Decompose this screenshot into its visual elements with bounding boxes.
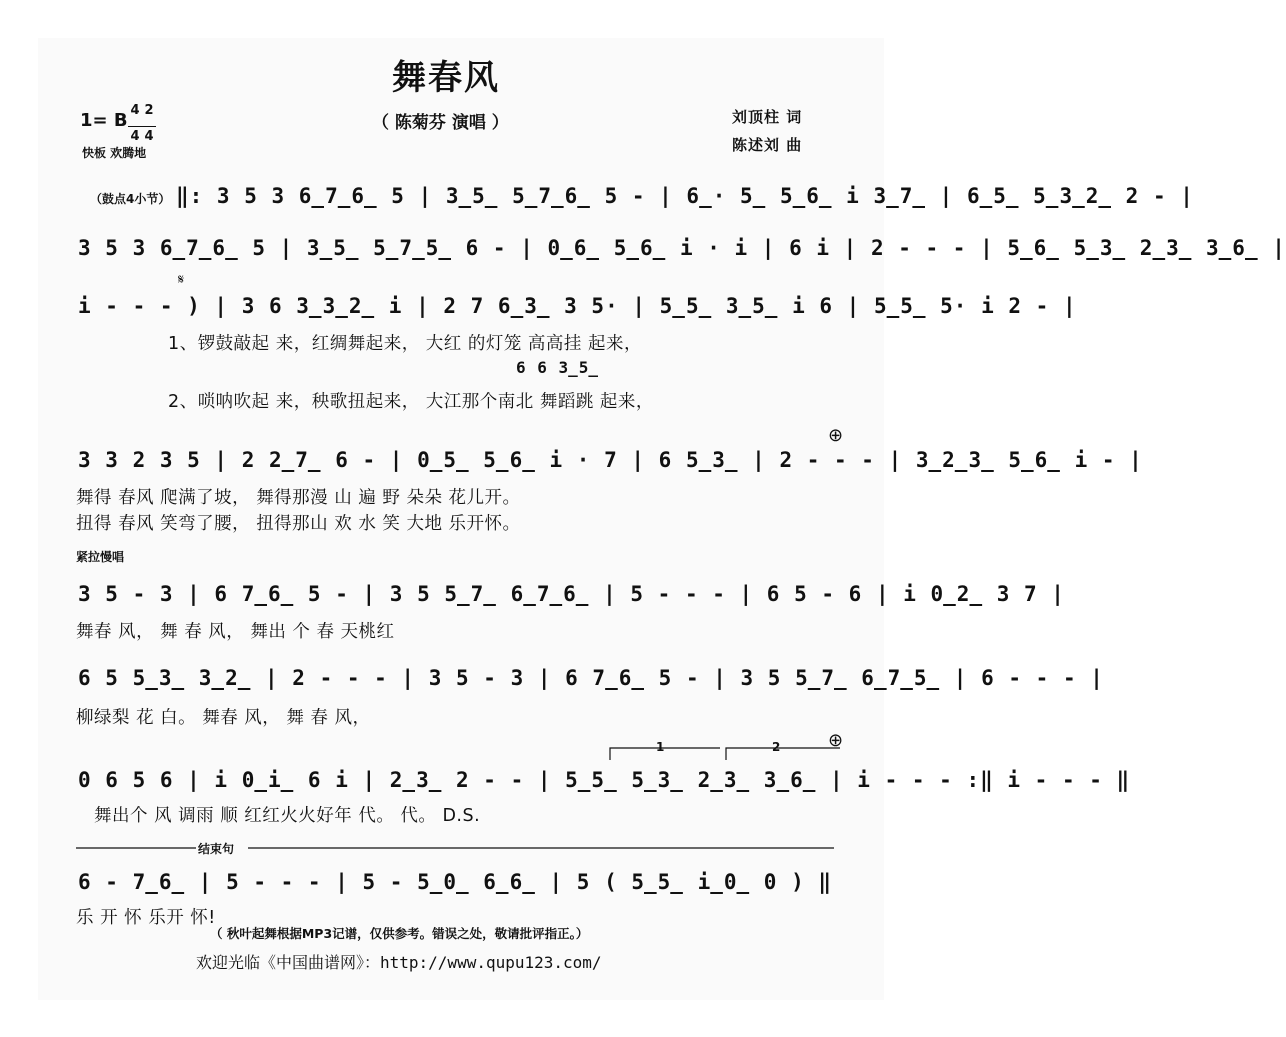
music-line-6: 6 5 5̲3̲ 3̲2̲ | 2 - - - | 3 5 - 3 | 6 7̲6̲ 5 - | 3 5 5̲7̲ 6̲7̲5̲ | 6 - - - | <box>78 666 1104 690</box>
music-line-3: i - - - ) | 3 6 3̲3̲2̲ i | 2 7 6̲3̲ 3 5· | 5̲5̲ 3̲5̲ i 6 | 5̲5̲ 5· i 2 - | <box>78 294 1077 318</box>
music-line-2: 3 5 3 6̲7̲6̲ 5 | 3̲5̲ 5̲7̲5̲ 6 - | 0̲6̲ 5̲6̲ i · i | 6 i | 2 - - - | 5̲6̲ 5̲3̲ 2̲3̲ 3̲6̲ | <box>78 236 1286 260</box>
lyrics-verse-1: 1、锣鼓敲起 来，红绸舞起来， 大红 的灯笼 高高挂 起来， <box>168 334 642 354</box>
coda-icon-2: ⊕ <box>828 730 844 751</box>
music-line-5: 3 5 - 3 | 6 7̲6̲ 5 - | 3 5 5̲7̲ 6̲7̲6̲ | 5 - - - | 6 5 - 6 | i 0̲2̲ 3 7 | <box>78 582 1065 606</box>
lyricist-credit: 刘顶柱 词 <box>732 108 803 126</box>
music-line-8: 6 - 7̲6̲ | 5 - - - | 5 - 5̲0̲ 6̲6̲ | 5 ( 5̲5̲ i̲0̲ 0 ) ‖ <box>78 870 833 894</box>
lyrics-line-6: 柳绿梨 花 白。 舞春 风， 舞 春 风， <box>76 708 371 728</box>
lyrics-line-4b: 扭得 春风 笑弯了腰， 扭得那山 欢 水 笑 大地 乐开怀。 <box>76 514 521 534</box>
volta-1-bracket <box>610 748 720 760</box>
music-line-7: 0 6 5 6 | i 0̲i̲ 6 i | 2̲3̲ 2 - - | 5̲5̲ 5̲3̲ 2̲3̲ 3̲6̲ | i - - - :‖ i - - - ‖ <box>78 768 1131 792</box>
alt-notes: 6 6 3̲5̲ <box>516 358 600 377</box>
tempo-marking: 快板 欢腾地 <box>82 146 147 160</box>
intro-label: （鼓点4小节） <box>90 192 171 206</box>
volta-1-label: 1 <box>656 740 665 754</box>
singer-credit: （ 陈菊芬 演唱 ） <box>372 113 509 133</box>
lyrics-line-5: 舞春 风， 舞 春 风， 舞出 个 春 天桃红 <box>76 622 395 642</box>
coda-icon: ⊕ <box>828 425 844 446</box>
transcription-note: （ 秋叶起舞根据MP3记谱，仅供参考。错误之处，敬请批评指正。） <box>210 926 589 941</box>
lyrics-verse-2: 2、唢呐吹起 来，秧歌扭起来， 大江那个南北 舞蹈跳 起来， <box>168 392 654 412</box>
lyrics-line-7: 舞出个 风 调雨 顺 红红火火好年 代。 代。 D.S. <box>94 806 481 826</box>
volta-2-label: 2 <box>772 740 781 754</box>
segno-icon: 𝄋 <box>178 272 185 288</box>
volta-2-bracket <box>726 748 840 760</box>
lyrics-line-8: 乐 开 怀 乐开 怀! <box>76 908 216 928</box>
time-signature: 4 2 4 4 <box>128 104 156 143</box>
section-label-ending: 结束句 <box>198 842 235 856</box>
section-label-jinla: 紧拉慢唱 <box>76 550 125 564</box>
music-line-4: 3 3 2 3 5 | 2 2̲7̲ 6 - | 0̲5̲ 5̲6̲ i · 7 | 6 5̲3̲ | 2 - - - | 3̲2̲3̲ 5̲6̲ i - | <box>78 448 1143 472</box>
lyrics-line-4a: 舞得 春风 爬满了坡， 舞得那漫 山 遍 野 朵朵 花儿开。 <box>76 488 521 508</box>
music-line-1: ‖: 3 5 3 6̲7̲6̲ 5 | 3̲5̲ 5̲7̲6̲ 5 - | 6̲· 5̲ 5̲6̲ i 3̲7̲ | 6̲5̲ 5̲3̲2̲ 2 - | <box>176 184 1194 208</box>
composer-credit: 陈述刘 曲 <box>732 136 803 154</box>
website-welcome: 欢迎光临《中国曲谱网》：http://www.qupu123.com/ <box>196 953 602 972</box>
song-title: 舞春风 <box>392 58 500 98</box>
key-signature: 1= B <box>80 110 128 131</box>
